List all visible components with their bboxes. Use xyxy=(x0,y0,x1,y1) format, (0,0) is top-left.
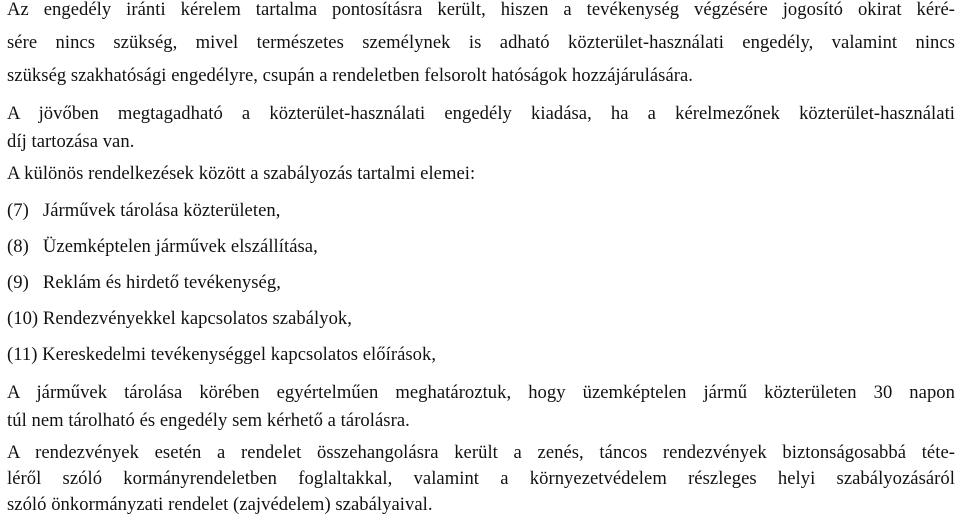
list-item-8: (8) Üzemképtelen járművek elszállítása, xyxy=(7,236,318,257)
paragraph-1-line-3: szükség szakhatósági engedélyre, csupán a rendeletben felsorolt hatóságok hozzájárulására. xyxy=(7,65,693,86)
paragraph-1-line-2: sére nincs szükség, mivel természetes személynek is adható közterület-használati engedély, valamint nincs xyxy=(7,32,955,53)
paragraph-3-line-1: A különös rendelkezések között a szabályozás tartalmi elemei: xyxy=(7,163,476,184)
paragraph-5-line-1: A rendezvények esetén a rendelet összehangolásra került a zenés, táncos rendezvények biztonságosabbá téte- xyxy=(7,442,955,463)
paragraph-2-line-2: díj tartozása van. xyxy=(7,131,135,152)
paragraph-1-line-1: Az engedély iránti kérelem tartalma pontosításra került, hiszen a tevékenység végzésére jogosító okirat kéré- xyxy=(7,0,955,20)
list-item-9: (9) Reklám és hirdető tevékenység, xyxy=(7,272,281,293)
paragraph-4-line-1: A járművek tárolása körében egyértelműen meghatároztuk, hogy üzemképtelen jármű közterületen 30 napon xyxy=(7,382,955,403)
list-item-10: (10) Rendezvényekkel kapcsolatos szabályok, xyxy=(7,308,352,329)
list-item-7: (7) Járművek tárolása közterületen, xyxy=(7,200,281,221)
paragraph-5-line-3: szóló önkormányzati rendelet (zajvédelem) szabályaival. xyxy=(7,494,433,515)
paragraph-2-line-1: A jövőben megtagadható a közterület-használati engedély kiadása, ha a kérelmezőnek közterület-használati xyxy=(7,103,955,124)
list-item-11: (11) Kereskedelmi tevékenységgel kapcsolatos előírások, xyxy=(7,344,437,365)
paragraph-4-line-2: túl nem tárolható és engedély sem kérhető a tárolásra. xyxy=(7,410,410,431)
paragraph-5-line-2: léről szóló kormányrendeletben foglaltakkal, valamint a környezetvédelem részleges helyi szabályozásáról xyxy=(7,468,955,489)
